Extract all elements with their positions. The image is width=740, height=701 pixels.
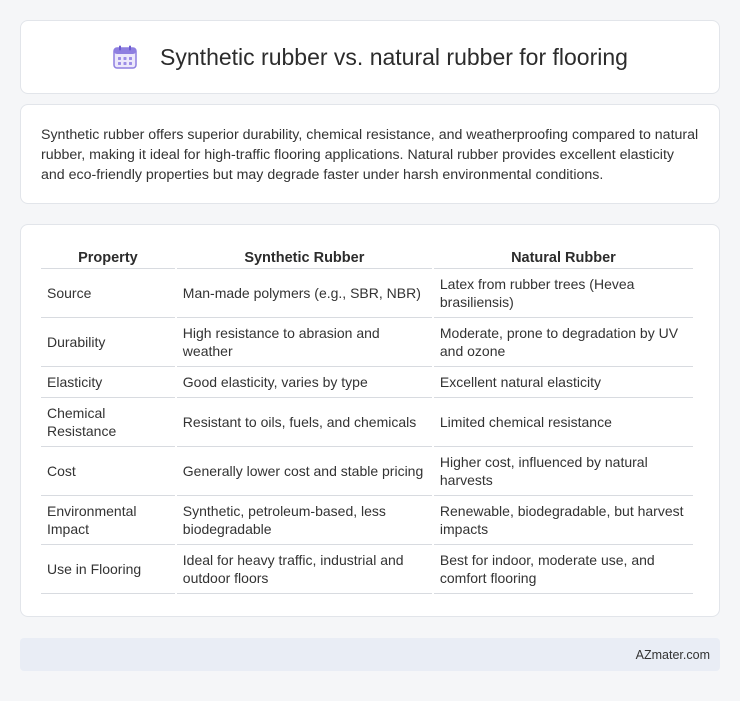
summary-text: Synthetic rubber offers superior durability, chemical resistance, and weatherproofing compared to natural rubber, making it ideal for high-traffic flooring applications. Natural rubber provides excellent elasticity and eco-friendly properties but may degrade faster under harsh environmental conditions.	[41, 127, 699, 183]
table-row	[41, 447, 693, 496]
row-natural: Renewable, biodegradable, but harvest impacts	[434, 496, 693, 545]
row-property: Chemical Resistance	[41, 398, 175, 447]
row-synthetic: Man-made polymers (e.g., SBR, NBR)	[177, 269, 432, 318]
row-natural: Moderate, prone to degradation by UV and ozone	[434, 318, 693, 367]
row-property: Source	[41, 269, 175, 318]
table-row	[41, 269, 693, 318]
row-synthetic: Good elasticity, varies by type	[177, 367, 432, 398]
row-natural: Limited chemical resistance	[434, 398, 693, 447]
row-synthetic: Resistant to oils, fuels, and chemicals	[177, 398, 432, 447]
table-row	[41, 367, 693, 398]
calendar-icon	[112, 44, 138, 70]
row-synthetic: Synthetic, petroleum-based, less biodegradable	[177, 496, 432, 545]
header-property: Property	[41, 245, 175, 269]
row-natural: Best for indoor, moderate use, and comfort flooring	[434, 545, 693, 594]
row-natural: Higher cost, influenced by natural harvests	[434, 447, 693, 496]
table-row	[41, 318, 693, 367]
table-row	[41, 545, 693, 594]
page-title: Synthetic rubber vs. natural rubber for flooring	[160, 43, 628, 70]
row-natural: Excellent natural elasticity	[434, 367, 693, 398]
row-synthetic: Generally lower cost and stable pricing	[177, 447, 432, 496]
header-synthetic-rubber: Synthetic Rubber	[177, 245, 432, 269]
footer-site-link[interactable]: AZmater.com	[635, 647, 710, 662]
comparison-card	[20, 224, 720, 617]
table-row	[41, 398, 693, 447]
row-property: Elasticity	[41, 367, 175, 398]
table-header-row	[41, 245, 693, 269]
header-natural-rubber: Natural Rubber	[434, 245, 693, 269]
row-property: Cost	[41, 447, 175, 496]
row-natural: Latex from rubber trees (Hevea brasiliensis)	[434, 269, 693, 318]
summary-card	[20, 104, 720, 204]
row-synthetic: Ideal for heavy traffic, industrial and outdoor floors	[177, 545, 432, 594]
title-card	[20, 20, 720, 94]
row-synthetic: High resistance to abrasion and weather	[177, 318, 432, 367]
title-wrap	[112, 44, 628, 71]
row-property: Environmental Impact	[41, 496, 175, 545]
row-property: Durability	[41, 318, 175, 367]
row-property: Use in Flooring	[41, 545, 175, 594]
comparison-table	[39, 245, 695, 594]
table-row	[41, 496, 693, 545]
footer-bar	[20, 638, 720, 671]
